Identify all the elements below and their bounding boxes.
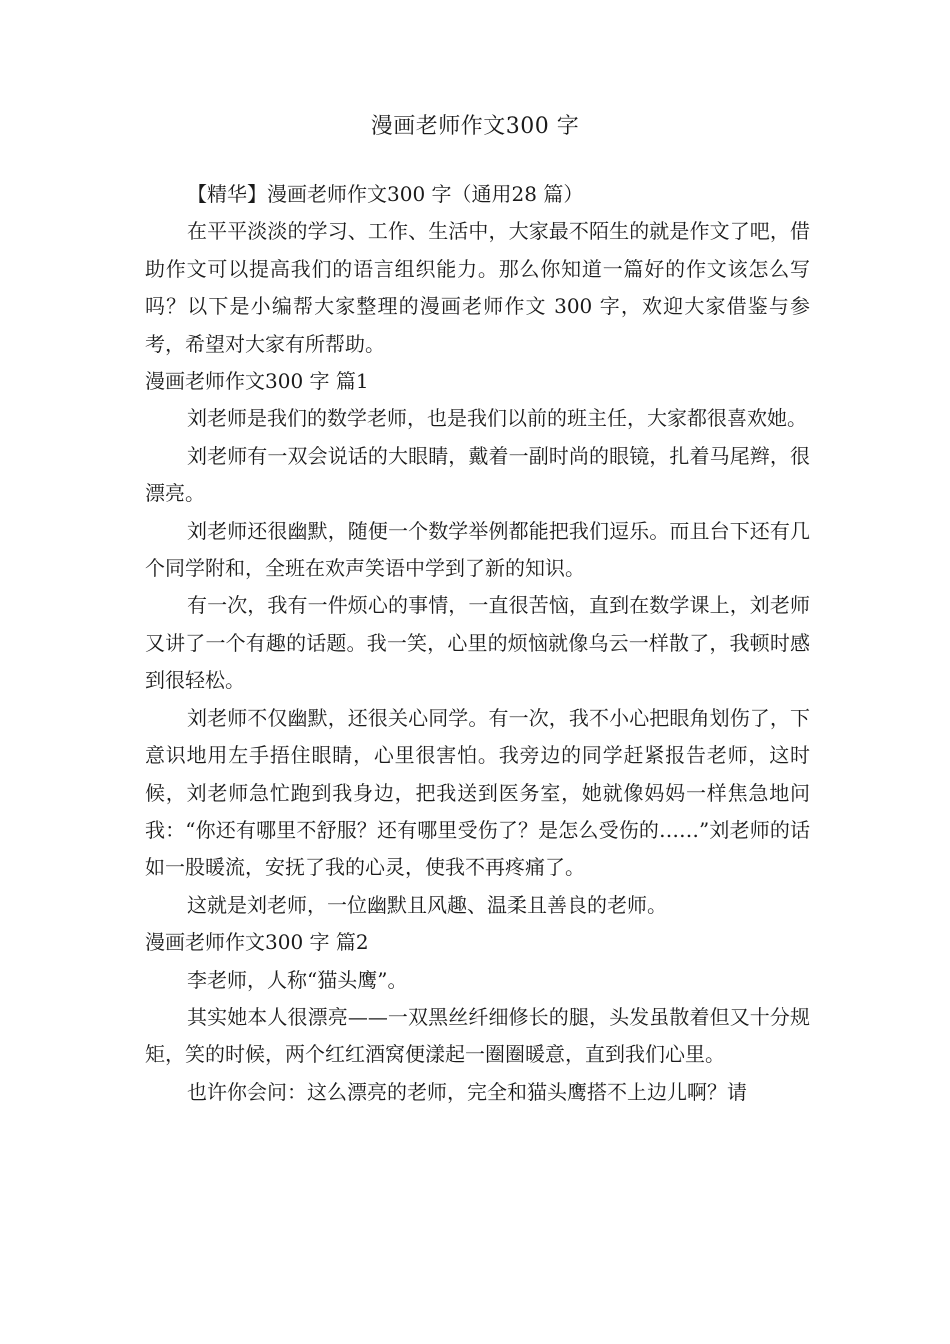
paragraph: 刘老师有一双会说话的大眼睛，戴着一副时尚的眼镜，扎着马尾辫，很漂亮。 (145, 443, 810, 506)
paragraph: 在平平淡淡的学习、工作、生活中，大家最不陌生的就是作文了吧，借助作文可以提高我们的语言组织能力。那么你知道一篇好的作文该怎么写吗？以下是小编帮大家整理的漫画老师作文 300 字，欢迎大家借鉴与参考，希望对大家有所帮助。 (145, 219, 810, 356)
paragraph: 刘老师是我们的数学老师，也是我们以前的班主任，大家都很喜欢她。 (187, 406, 807, 431)
paragraph: 刘老师还很幽默，随便一个数学举例都能把我们逗乐。而且台下还有几个同学附和，全班在欢声笑语中学到了新的知识。 (145, 518, 810, 581)
intro-heading: 【精华】漫画老师作文300 字（通用28 篇） (187, 182, 584, 206)
paragraph: 李老师，人称“猫头鹰”。 (187, 967, 408, 992)
section-heading: 漫画老师作文300 字 篇1 (145, 369, 369, 394)
paragraph: 也许你会问：这么漂亮的老师，完全和猫头鹰搭不上边儿啊？请 (187, 1079, 747, 1104)
document-body (145, 176, 810, 1111)
paragraph: 这就是刘老师，一位幽默且风趣、温柔且善良的老师。 (187, 892, 667, 917)
section-heading: 漫画老师作文300 字 篇2 (145, 930, 369, 955)
paragraph: 刘老师不仅幽默，还很关心同学。有一次，我不小心把眼角划伤了，下意识地用左手捂住眼睛，心里很害怕。我旁边的同学赶紧报告老师，这时候，刘老师急忙跑到我身边，把我送到医务室，她就像妈妈一样焦急地问我：“你还有哪里不舒服？还有哪里受伤了？是怎么受伤的……”刘老师的话如一股暖流，安抚了我的心灵，使我不再疼痛了。 (145, 705, 810, 880)
paragraph: 有一次，我有一件烦心的事情，一直很苦恼，直到在数学课上，刘老师又讲了一个有趣的话题。我一笑，心里的烦恼就像乌云一样散了，我顿时感到很轻松。 (145, 593, 810, 693)
document-title: 漫画老师作文300 字 (370, 114, 580, 139)
paragraph: 其实她本人很漂亮——一双黑丝纤细修长的腿，头发虽散着但又十分规矩，笑的时候，两个红红酒窝便漾起一圈圈暖意，直到我们心里。 (145, 1004, 810, 1067)
